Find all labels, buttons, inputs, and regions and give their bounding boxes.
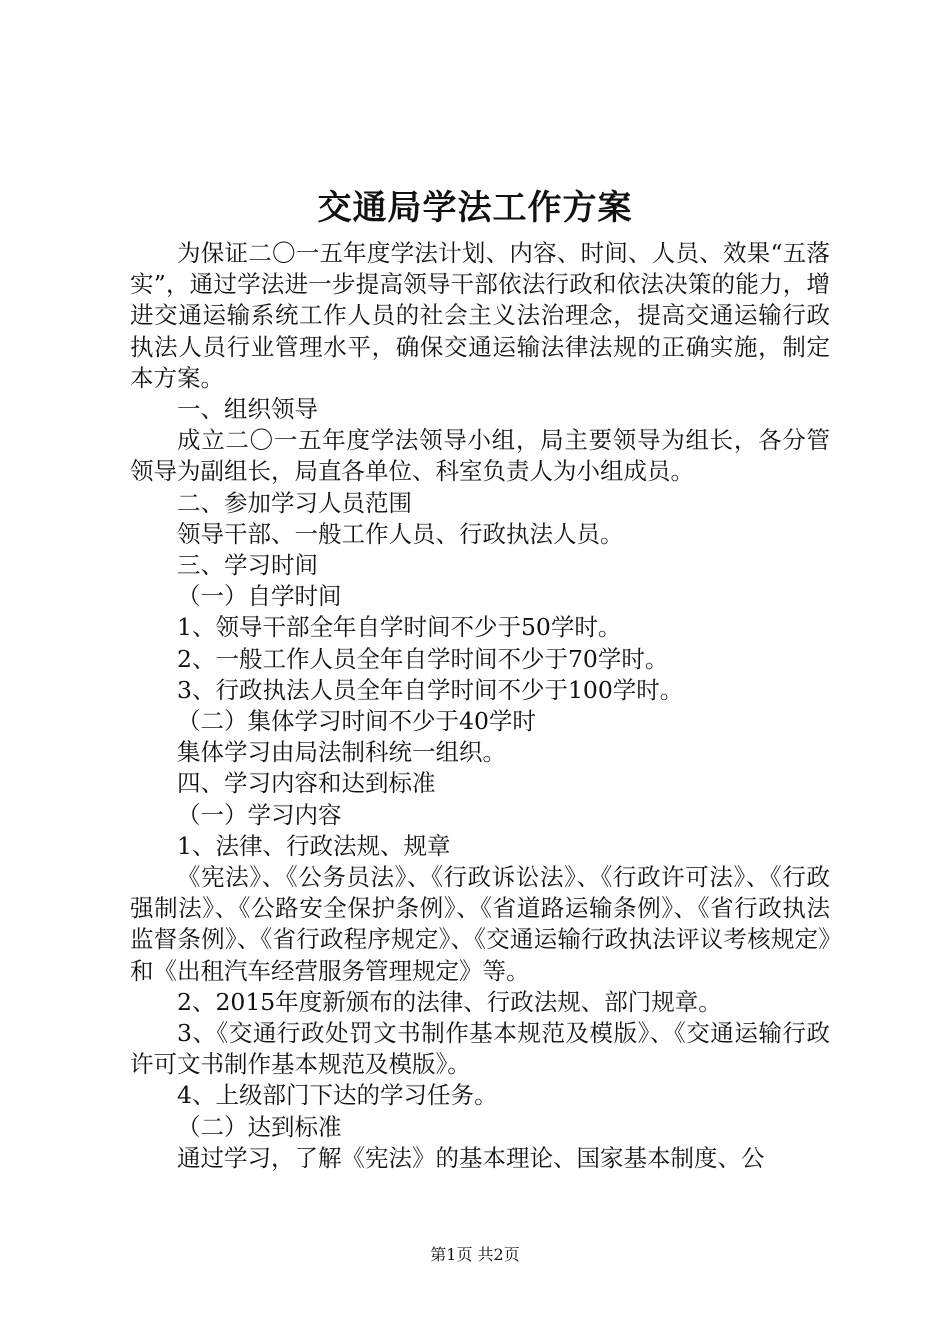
- page-footer: 第1页 共2页: [430, 1245, 520, 1264]
- subsection-heading: （二）达到标准: [177, 1112, 342, 1141]
- section-heading: 四、学习内容和达到标准: [177, 769, 436, 798]
- subsection-heading: （一）学习内容: [177, 800, 342, 829]
- list-item: 3、《交通行政处罚文书制作基本规范及模版》、《交通运输行政许可文书制作基本规范及模版》。: [130, 1019, 830, 1079]
- section-heading: 一、组织领导: [177, 395, 318, 424]
- page-title: 交通局学法工作方案: [317, 188, 633, 228]
- document-body: [130, 238, 830, 1174]
- subsection-heading: （一）自学时间: [177, 582, 342, 611]
- paragraph: 为保证二〇一五年度学法计划、内容、时间、人员、效果“五落实”，通过学法进一步提高领导干部依法行政和依法决策的能力，增进交通运输系统工作人员的社会主义法治理念，提高交通运输行政执法人员行业管理水平，确保交通运输法律法规的正确实施，制定本方案。: [130, 239, 830, 392]
- paragraph: 集体学习由局法制科统一组织。: [177, 738, 506, 767]
- list-item: 1、法律、行政法规、规章: [177, 831, 451, 860]
- list-item: 1、领导干部全年自学时间不少于50学时。: [177, 613, 622, 642]
- section-heading: 二、参加学习人员范围: [177, 488, 412, 517]
- list-item: 2、一般工作人员全年自学时间不少于70学时。: [177, 644, 669, 673]
- list-item: 4、上级部门下达的学习任务。: [177, 1081, 498, 1110]
- paragraph: 领导干部、一般工作人员、行政执法人员。: [177, 519, 624, 548]
- list-item: 3、行政执法人员全年自学时间不少于100学时。: [177, 675, 684, 704]
- paragraph: 《宪法》、《公务员法》、《行政诉讼法》、《行政许可法》、《行政强制法》、《公路安全保护条例》、《省道路运输条例》、《省行政执法监督条例》、《省行政程序规定》、《交通运输行政执法评议考核规定》和《出租汽车经营服务管理规定》等。: [130, 863, 830, 985]
- section-heading: 三、学习时间: [177, 551, 318, 580]
- list-item: 2、2015年度新颁布的法律、行政法规、部门规章。: [177, 987, 722, 1016]
- paragraph: 通过学习，了解《宪法》的基本理论、国家基本制度、公: [177, 1143, 765, 1172]
- paragraph: 成立二〇一五年度学法领导小组，局主要领导为组长，各分管领导为副组长，局直各单位、科室负责人为小组成员。: [130, 426, 830, 486]
- subsection-heading: （二）集体学习时间不少于40学时: [177, 707, 536, 736]
